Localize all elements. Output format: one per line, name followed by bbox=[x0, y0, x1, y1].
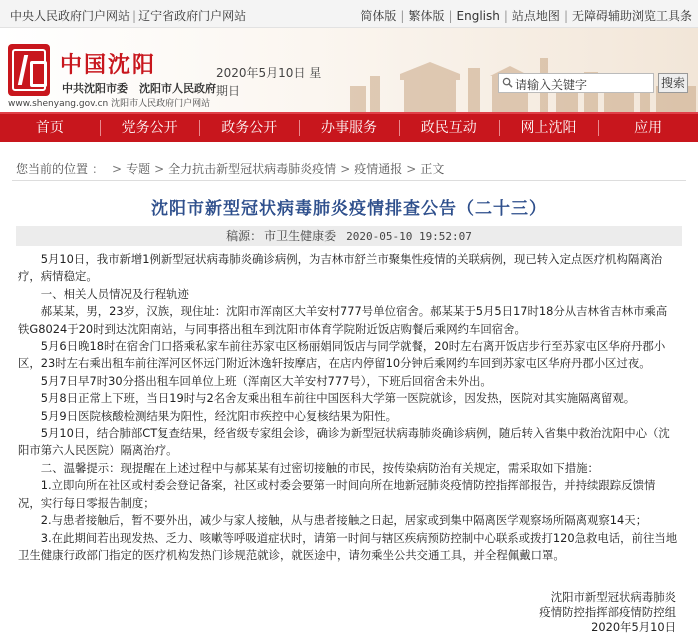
search-input[interactable] bbox=[498, 73, 654, 93]
separator: ： bbox=[92, 162, 105, 176]
divider bbox=[12, 180, 686, 181]
signature-date: 2020年5月10日 bbox=[591, 620, 676, 635]
separator: > bbox=[112, 162, 123, 176]
publish-time: 2020-05-10 19:52:07 bbox=[346, 230, 472, 243]
paragraph: 5月8日正常上下班，当日19时与2名舍友乘出租车前往中国医科大学第一医院就诊，因发热，医院对其实施隔离留观。 bbox=[40, 391, 636, 406]
section-heading: 二、温馨提示：现提醒在上述过程中与郝某某有过密切接触的市民，按传染病防治有关规定，需采取如下措施： bbox=[40, 460, 599, 475]
search-placeholder: 请输入关键字 bbox=[515, 78, 588, 92]
divider: | bbox=[448, 9, 453, 23]
gov-link-central[interactable]: 中央人民政府门户网站 bbox=[10, 9, 131, 23]
current-date: 2020年5月10日 星期日 bbox=[216, 66, 322, 98]
nav-item-apps[interactable]: 应用 bbox=[598, 114, 698, 142]
breadcrumb-current: 正文 bbox=[420, 162, 445, 176]
list-item: 1.立即向所在社区或村委会登记备案，社区或村委会要第一时间向所在地新冠肺炎疫情防控指挥部报告，并持续跟踪反馈情况，实行每日零报告制度； bbox=[18, 478, 656, 510]
site-header bbox=[0, 28, 698, 112]
site-title[interactable]: 中国沈阳 bbox=[60, 52, 157, 78]
separator: > bbox=[406, 162, 417, 176]
top-link-bar bbox=[0, 0, 698, 28]
article-meta bbox=[16, 226, 682, 246]
paragraph: 郝某某，男，23岁，汉族，现住址：沈阳市浑南区大羊安村777号单位宿舍。郝某某于5月5日17时18分从吉林省吉林市乘高铁G8024于20时到达沈阳南站，与同事搭出租车到沈阳市体育学院附近饭店购餐后乘网约车回宿舍。 bbox=[18, 304, 668, 336]
site-logo[interactable] bbox=[8, 44, 50, 96]
traditional-link[interactable]: 繁体版 bbox=[408, 9, 445, 23]
breadcrumb bbox=[16, 160, 444, 177]
sitemap-link[interactable]: 站点地图 bbox=[511, 9, 560, 23]
divider: | bbox=[400, 9, 405, 23]
gov-links bbox=[10, 7, 246, 24]
breadcrumb-covid[interactable]: 全力抗击新型冠状病毒肺炎疫情 bbox=[168, 162, 337, 176]
signature-group: 疫情防控指挥部疫情防控组 bbox=[539, 605, 676, 620]
search-button[interactable]: 搜索 bbox=[658, 73, 688, 93]
nav-item-online-shenyang[interactable]: 网上沈阳 bbox=[499, 114, 599, 142]
site-tools bbox=[360, 7, 692, 24]
gov-link-liaoning[interactable]: 辽宁省政府门户网站 bbox=[138, 9, 247, 23]
nav-item-services[interactable]: 办事服务 bbox=[299, 114, 399, 142]
search-icon bbox=[502, 77, 513, 88]
breadcrumb-bulletin[interactable]: 疫情通报 bbox=[354, 162, 403, 176]
breadcrumb-topics[interactable]: 专题 bbox=[126, 162, 151, 176]
article-title: 沈阳市新型冠状病毒肺炎疫情排查公告（二十三） bbox=[151, 199, 547, 219]
divider: | bbox=[563, 9, 568, 23]
section-heading: 一、相关人员情况及行程轨迹 bbox=[40, 286, 189, 301]
nav-item-interaction[interactable]: 政民互动 bbox=[399, 114, 499, 142]
paragraph: 5月6日晚18时在宿舍门口搭乘私家车前往苏家屯区杨丽娟同饭店与同学就餐，20时左右离开饭店步行至苏家屯区华府丹郡小区，23时左右乘出租车前往浑河区怀远门附近沐逸轩按摩店，在店内停留10分钟后乘网约车回到苏家屯区华府丹郡小区过夜。 bbox=[18, 339, 666, 371]
list-item: 2.与患者接触后，暂不要外出，减少与家人接触，从与患者接触之日起，居家或到集中隔离医学观察场所隔离观察14天； bbox=[40, 513, 648, 528]
article-body bbox=[18, 251, 678, 564]
paragraph: 5月9日医院核酸检测结果为阳性，经沈阳市疾控中心复核结果为阳性。 bbox=[40, 408, 398, 423]
signature-org: 沈阳市新型冠状病毒肺炎 bbox=[550, 590, 676, 604]
separator: > bbox=[340, 162, 351, 176]
accessibility-link[interactable]: 无障碍辅助浏览工具条 bbox=[571, 9, 692, 23]
english-link[interactable]: English bbox=[456, 9, 500, 23]
divider: | bbox=[132, 9, 137, 23]
nav-item-gov-affairs[interactable]: 政务公开 bbox=[199, 114, 299, 142]
nav-item-party-affairs[interactable]: 党务公开 bbox=[100, 114, 200, 142]
separator: > bbox=[154, 162, 165, 176]
divider: | bbox=[503, 9, 508, 23]
signature-block bbox=[539, 590, 676, 636]
main-nav bbox=[0, 112, 698, 142]
simplified-link[interactable]: 简体版 bbox=[360, 9, 397, 23]
list-item: 3.在此期间若出现发热、乏力、咳嗽等呼吸道症状时，请第一时间与辖区疾病预防控制中心联系或拨打120急救电话，前往当地卫生健康行政部门指定的医疗机构发热门诊规范就诊，就医途中，请勿乘坐公共交通工具，并全程佩戴口罩。 bbox=[18, 530, 678, 562]
paragraph: 5月10日，我市新增1例新型冠状病毒肺炎确诊病例，为吉林市舒兰市聚集性疫情的关联病例，现已转入定点医疗机构隔离治疗，病情稳定。 bbox=[18, 252, 663, 284]
source-label: 稿源： bbox=[226, 229, 263, 243]
nav-item-home[interactable]: 首页 bbox=[35, 120, 64, 136]
site-url: www.shenyang.gov.cn 沈阳市人民政府门户网站 bbox=[8, 99, 211, 109]
paragraph: 5月7日早7时30分搭出租车回单位上班（浑南区大羊安村777号），下班后回宿舍未外出。 bbox=[40, 373, 492, 388]
article-source: 市卫生健康委 bbox=[264, 229, 337, 243]
site-subtitle: 中共沈阳市委 沈阳市人民政府 bbox=[62, 82, 216, 95]
paragraph: 5月10日，结合肺部CT复查结果，经省级专家组会诊，确诊为新型冠状病毒肺炎确诊病例，随后转入省集中救治沈阳中心（沈阳市第六人民医院）隔离治疗。 bbox=[18, 426, 670, 458]
breadcrumb-prefix: 您当前的位置 bbox=[16, 162, 89, 176]
